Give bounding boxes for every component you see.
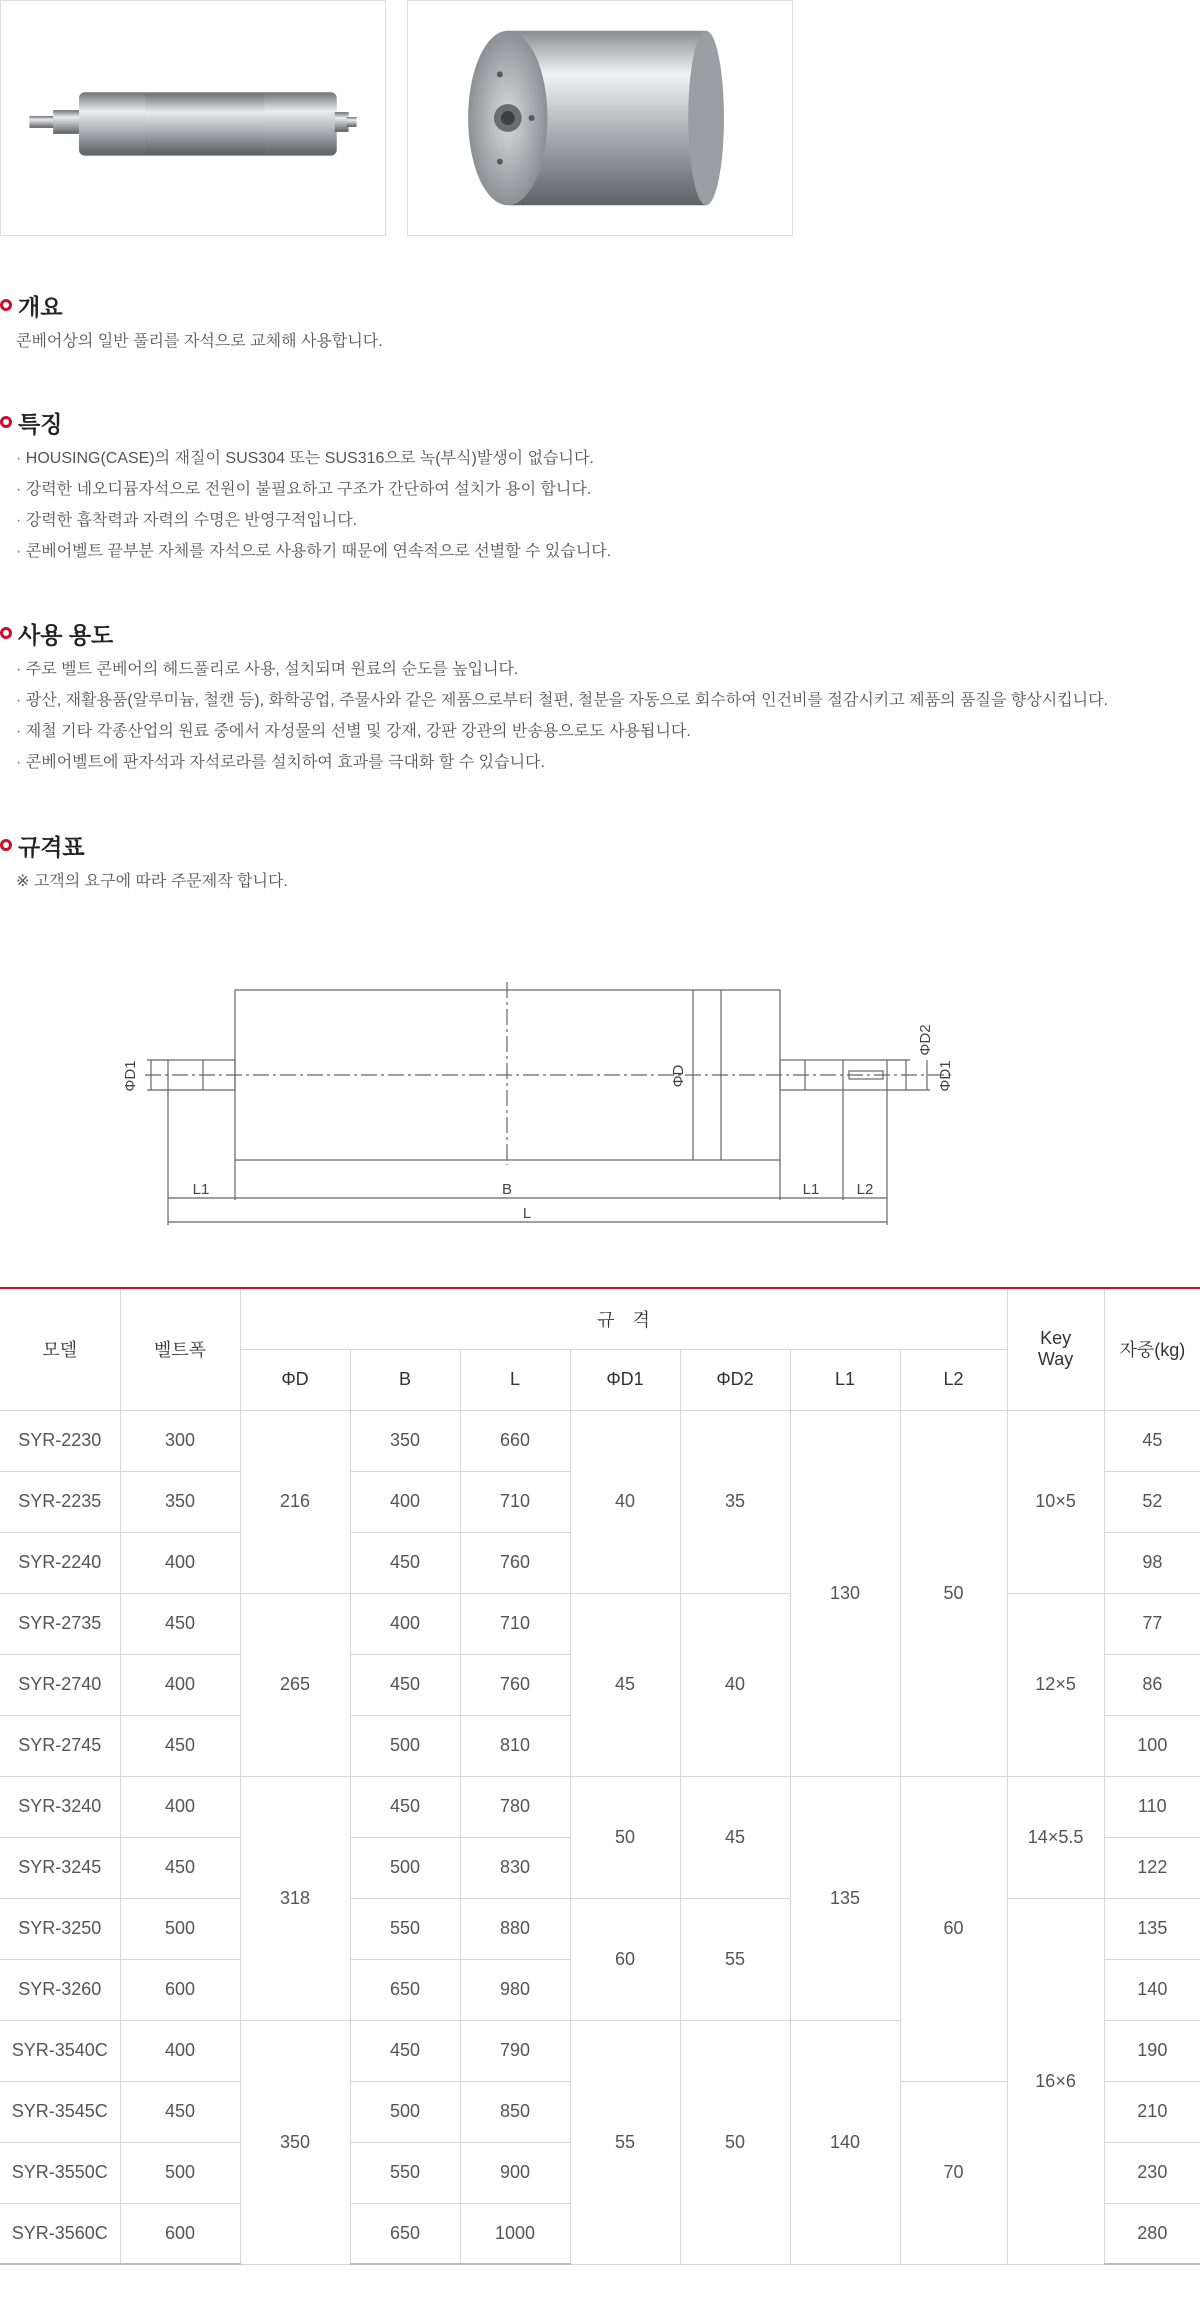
cell-phi-d: 350 [240, 2020, 350, 2264]
magnetic-pulley-drum-photo [407, 0, 793, 236]
cell-belt: 500 [120, 2142, 240, 2203]
roller-shaft-image [1, 1, 385, 235]
cell-weight: 110 [1104, 1776, 1200, 1837]
table-row [0, 1898, 1200, 1959]
label-phi-d1-right: ΦD1 [937, 1060, 954, 1092]
header-belt-width: 벨트폭 [120, 1288, 240, 1410]
cell-l1: 135 [790, 1776, 900, 2020]
cell-belt: 300 [120, 1410, 240, 1471]
cell-weight: 98 [1104, 1532, 1200, 1593]
cell-weight: 140 [1104, 1959, 1200, 2020]
header-l: L [460, 1349, 570, 1410]
cell-b: 400 [350, 1593, 460, 1654]
spec-heading [0, 830, 1200, 860]
cell-l2: 60 [900, 1776, 1007, 2081]
spec-note: ※ 고객의 요구에 따라 주문제작 합니다. [16, 873, 288, 890]
header-weight: 자중(kg) [1104, 1288, 1200, 1410]
spec-section [0, 830, 1200, 897]
cell-belt: 450 [120, 1715, 240, 1776]
cell-belt: 450 [120, 2081, 240, 2142]
pulley-dimension-diagram [122, 970, 975, 1240]
cell-l: 900 [460, 2142, 570, 2203]
header-model: 모델 [0, 1288, 120, 1410]
usage-section [0, 618, 1200, 778]
cell-belt: 350 [120, 1471, 240, 1532]
cell-belt: 450 [120, 1593, 240, 1654]
cell-model: SYR-3560C [0, 2203, 120, 2264]
cell-b: 500 [350, 1837, 460, 1898]
cell-phi-d2: 50 [680, 2020, 790, 2264]
cell-b: 400 [350, 1471, 460, 1532]
cell-phi-d1: 50 [570, 1776, 680, 1898]
cell-l: 760 [460, 1532, 570, 1593]
cell-l: 780 [460, 1776, 570, 1837]
label-phi-d2: ΦD2 [917, 1024, 934, 1056]
cell-belt: 500 [120, 1898, 240, 1959]
label-l1-left: L1 [192, 1181, 210, 1198]
cell-phi-d2: 35 [680, 1410, 790, 1593]
cell-keyway: 12×5 [1007, 1593, 1104, 1776]
overview-text: 콘베어상의 일반 풀리를 자석으로 교체해 사용합니다. [16, 333, 383, 350]
cell-weight: 86 [1104, 1654, 1200, 1715]
cell-model: SYR-3550C [0, 2142, 120, 2203]
cell-model: SYR-2740 [0, 1654, 120, 1715]
table-row [0, 1776, 1200, 1837]
cell-b: 650 [350, 1959, 460, 2020]
header-phi-d: ΦD [240, 1349, 350, 1410]
cell-b: 500 [350, 2081, 460, 2142]
red-circle-bullet-icon [0, 299, 12, 311]
list-item: · 주로 벨트 콘베어의 헤드풀리로 사용, 설치되며 원료의 순도를 높입니다. [16, 654, 1200, 685]
cell-l: 760 [460, 1654, 570, 1715]
label-l2: L2 [856, 1181, 874, 1198]
cell-weight: 45 [1104, 1410, 1200, 1471]
cell-model: SYR-3540C [0, 2020, 120, 2081]
cell-b: 450 [350, 1654, 460, 1715]
header-phi-d1: ΦD1 [570, 1349, 680, 1410]
cell-l: 660 [460, 1410, 570, 1471]
cell-phi-d: 318 [240, 1776, 350, 2020]
cell-l: 790 [460, 2020, 570, 2081]
usage-heading [0, 618, 1200, 648]
cell-phi-d: 265 [240, 1593, 350, 1776]
cell-keyway: 14×5.5 [1007, 1776, 1104, 1898]
cell-keyway: 10×5 [1007, 1410, 1104, 1593]
cell-l: 810 [460, 1715, 570, 1776]
label-l1-right: L1 [802, 1181, 820, 1198]
cell-l1: 140 [790, 2020, 900, 2264]
cell-phi-d: 216 [240, 1410, 350, 1593]
cell-l: 830 [460, 1837, 570, 1898]
list-item: · 제철 기타 각종산업의 원료 중에서 자성물의 선별 및 강재, 강판 강관의 반송용으로도 사용됩니다. [16, 716, 1200, 747]
label-l: L [522, 1205, 532, 1222]
cell-model: SYR-3250 [0, 1898, 120, 1959]
cell-weight: 100 [1104, 1715, 1200, 1776]
cell-belt: 400 [120, 1776, 240, 1837]
cell-model: SYR-2240 [0, 1532, 120, 1593]
cell-l: 880 [460, 1898, 570, 1959]
cell-phi-d1: 60 [570, 1898, 680, 2020]
cell-model: SYR-3245 [0, 1837, 120, 1898]
list-item: · 콘베어벨트에 판자석과 자석로라를 설치하여 효과를 극대화 할 수 있습니다. [16, 747, 1200, 778]
cell-model: SYR-2735 [0, 1593, 120, 1654]
cell-b: 350 [350, 1410, 460, 1471]
cell-model: SYR-2745 [0, 1715, 120, 1776]
cell-model: SYR-3260 [0, 1959, 120, 2020]
label-phi-d: ΦD [670, 1064, 687, 1088]
cell-phi-d2: 55 [680, 1898, 790, 2020]
cell-l2: 50 [900, 1410, 1007, 1776]
features-section [0, 407, 1200, 567]
cell-weight: 230 [1104, 2142, 1200, 2203]
cell-l1: 130 [790, 1410, 900, 1776]
cell-l2: 70 [900, 2081, 1007, 2264]
table-row [0, 1593, 1200, 1654]
cell-belt: 400 [120, 1654, 240, 1715]
header-spec-group: 규 격 [240, 1288, 1007, 1349]
cell-keyway: 16×6 [1007, 1898, 1104, 2264]
red-circle-bullet-icon [0, 839, 12, 851]
cell-weight: 135 [1104, 1898, 1200, 1959]
usage-list [16, 654, 1200, 778]
cell-model: SYR-3545C [0, 2081, 120, 2142]
features-list [16, 443, 1200, 567]
features-title: 특징 [18, 410, 63, 437]
cell-weight: 280 [1104, 2203, 1200, 2264]
header-l2: L2 [900, 1349, 1007, 1410]
cell-b: 550 [350, 1898, 460, 1959]
cell-model: SYR-2235 [0, 1471, 120, 1532]
cell-belt: 450 [120, 1837, 240, 1898]
list-item: · HOUSING(CASE)의 재질이 SUS304 또는 SUS316으로 녹(부식)발생이 없습니다. [16, 443, 1200, 474]
cell-l: 710 [460, 1593, 570, 1654]
cell-model: SYR-2230 [0, 1410, 120, 1471]
cell-weight: 210 [1104, 2081, 1200, 2142]
red-circle-bullet-icon [0, 416, 12, 428]
cell-belt: 400 [120, 2020, 240, 2081]
cell-l: 850 [460, 2081, 570, 2142]
overview-heading [0, 290, 1200, 320]
spec-table [0, 1287, 1200, 2265]
cell-b: 450 [350, 1532, 460, 1593]
header-phi-d2: ΦD2 [680, 1349, 790, 1410]
header-b: B [350, 1349, 460, 1410]
cell-l: 710 [460, 1471, 570, 1532]
cell-weight: 190 [1104, 2020, 1200, 2081]
cell-phi-d2: 45 [680, 1776, 790, 1898]
list-item: · 콘베어벨트 끝부분 자체를 자석으로 사용하기 때문에 연속적으로 선별할 수 있습니다. [16, 536, 1200, 567]
label-phi-d1-left: ΦD1 [122, 1060, 139, 1092]
header-keyway: Key Way [1007, 1288, 1104, 1410]
list-item: · 강력한 흡착력과 자력의 수명은 반영구적입니다. [16, 505, 1200, 536]
spec-title: 규격표 [18, 833, 85, 860]
pulley-drum-image [408, 1, 792, 235]
overview-section [0, 290, 1200, 357]
cell-b: 500 [350, 1715, 460, 1776]
cell-weight: 122 [1104, 1837, 1200, 1898]
features-heading [0, 407, 1200, 437]
label-b: B [501, 1181, 513, 1198]
cell-b: 650 [350, 2203, 460, 2264]
overview-title: 개요 [18, 293, 63, 320]
cell-weight: 77 [1104, 1593, 1200, 1654]
table-row [0, 1410, 1200, 1471]
magnetic-roller-shaft-photo [0, 0, 386, 236]
cell-belt: 600 [120, 2203, 240, 2264]
list-item: · 광산, 재활용품(알루미늄, 철캔 등), 화학공업, 주물사와 같은 제품으로부터 철편, 철분을 자동으로 회수하여 인건비를 절감시키고 제품의 품질을 향상시킵니다. [16, 685, 1200, 716]
cell-belt: 600 [120, 1959, 240, 2020]
product-photos [0, 0, 1200, 240]
cell-l: 1000 [460, 2203, 570, 2264]
cell-model: SYR-3240 [0, 1776, 120, 1837]
cell-b: 450 [350, 2020, 460, 2081]
cell-phi-d1: 45 [570, 1593, 680, 1776]
list-item: · 강력한 네오디뮴자석으로 전원이 불필요하고 구조가 간단하여 설치가 용이 합니다. [16, 474, 1200, 505]
cell-phi-d2: 40 [680, 1593, 790, 1776]
cell-b: 450 [350, 1776, 460, 1837]
cell-b: 550 [350, 2142, 460, 2203]
usage-title: 사용 용도 [18, 621, 114, 648]
cell-phi-d1: 40 [570, 1410, 680, 1593]
cell-l: 980 [460, 1959, 570, 2020]
header-l1: L1 [790, 1349, 900, 1410]
red-circle-bullet-icon [0, 627, 12, 639]
cell-weight: 52 [1104, 1471, 1200, 1532]
cell-belt: 400 [120, 1532, 240, 1593]
cell-phi-d1: 55 [570, 2020, 680, 2264]
